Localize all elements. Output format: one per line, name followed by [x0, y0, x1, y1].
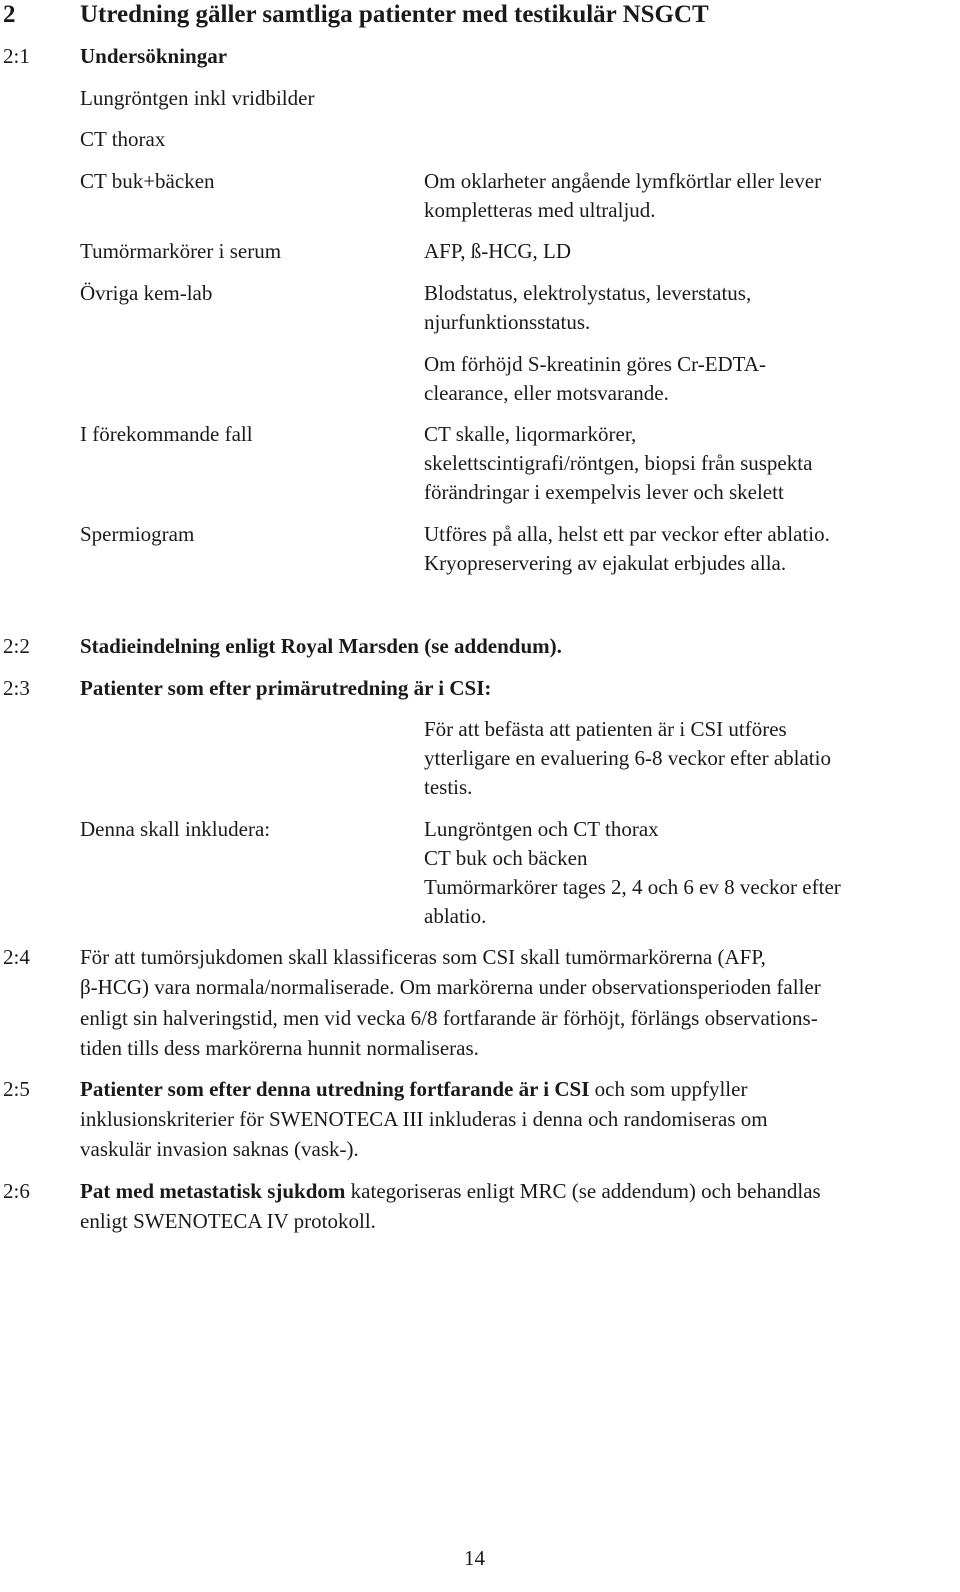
emphasis: Pat med metastatisk sjukdom	[80, 1179, 346, 1203]
exam-description: clearance, eller motsvarande.	[424, 381, 669, 405]
exam-description: njurfunktionsstatus.	[424, 310, 591, 334]
exam-description: skelettscintigrafi/röntgen, biopsi från suspekta	[424, 451, 813, 475]
exam-label: CT thorax	[80, 127, 166, 151]
paragraph-line: tiden tills dess markörerna hunnit normaliseras.	[80, 1036, 479, 1060]
paragraph-line: vaskulär invasion saknas (vask-).	[80, 1137, 359, 1161]
subsection-number: 2:6	[3, 1179, 30, 1203]
paragraph-line: ytterligare en evaluering 6-8 veckor efter ablatio	[424, 746, 831, 770]
paragraph-line: inklusionskriterier för SWENOTECA III inkluderas i denna och randomiseras om	[80, 1107, 768, 1131]
paragraph-line	[80, 1181, 821, 1202]
exam-description: förändringar i exempelvis lever och skelett	[424, 480, 784, 504]
exam-description: Om förhöjd S-kreatinin göres Cr-EDTA-	[424, 352, 766, 376]
paragraph-line: testis.	[424, 775, 473, 799]
exam-label: I förekommande fall	[80, 422, 253, 446]
text-run: kategoriseras enligt MRC (se addendum) och behandlas	[345, 1179, 821, 1203]
exam-description: Om oklarheter angående lymfkörtlar eller lever	[424, 169, 822, 193]
page-number: 14	[464, 1546, 485, 1570]
exam-description: kompletteras med ultraljud.	[424, 198, 656, 222]
page-title: Utredning gäller samtliga patienter med testikulär NSGCT	[80, 1, 709, 28]
exam-label: Övriga kem-lab	[80, 281, 213, 305]
subsection-heading: Stadieindelning enligt Royal Marsden (se addendum).	[80, 634, 562, 658]
paragraph-line: enligt SWENOTECA IV protokoll.	[80, 1209, 376, 1233]
subsection-number: 2:5	[3, 1077, 30, 1101]
list-item: CT buk och bäcken	[424, 846, 588, 870]
exam-description: Kryopreservering av ejakulat erbjudes alla.	[424, 551, 787, 575]
exam-description: Blodstatus, elektrolystatus, leverstatus,	[424, 281, 752, 305]
paragraph-line	[80, 1079, 747, 1100]
exam-label: Spermiogram	[80, 522, 195, 546]
exam-label: Lungröntgen inkl vridbilder	[80, 86, 315, 110]
subsection-heading: Undersökningar	[80, 44, 228, 68]
inclusion-label: Denna skall inkludera:	[80, 817, 271, 841]
exam-label: Tumörmarkörer i serum	[80, 239, 282, 263]
exam-label: CT buk+bäcken	[80, 169, 215, 193]
subsection-number: 2:1	[3, 44, 30, 68]
exam-description: AFP, ß-HCG, LD	[424, 239, 572, 263]
exam-description: CT skalle, liqormarkörer,	[424, 422, 637, 446]
paragraph-line: För att befästa att patienten är i CSI utföres	[424, 717, 787, 741]
list-item: ablatio.	[424, 904, 487, 928]
paragraph-line: β-HCG) vara normala/normaliserade. Om markörerna under observationsperioden faller	[80, 975, 821, 999]
list-item: Tumörmarkörer tages 2, 4 och 6 ev 8 veckor efter	[424, 875, 841, 899]
subsection-number: 2:4	[3, 945, 30, 969]
emphasis: Patienter som efter denna utredning fortfarande är i CSI	[80, 1077, 590, 1101]
subsection-number: 2:2	[3, 634, 30, 658]
paragraph-line: För att tumörsjukdomen skall klassificeras som CSI skall tumörmarkörerna (AFP,	[80, 945, 766, 969]
section-number: 2	[3, 1, 16, 28]
subsection-heading: Patienter som efter primärutredning är i CSI:	[80, 676, 492, 700]
paragraph-line: enligt sin halveringstid, men vid vecka 6/8 fortfarande är förhöjt, förlängs observations-	[80, 1006, 818, 1030]
exam-description: Utföres på alla, helst ett par veckor efter ablatio.	[424, 522, 830, 546]
list-item: Lungröntgen och CT thorax	[424, 817, 659, 841]
subsection-number: 2:3	[3, 676, 30, 700]
text-run: och som uppfyller	[589, 1077, 748, 1101]
